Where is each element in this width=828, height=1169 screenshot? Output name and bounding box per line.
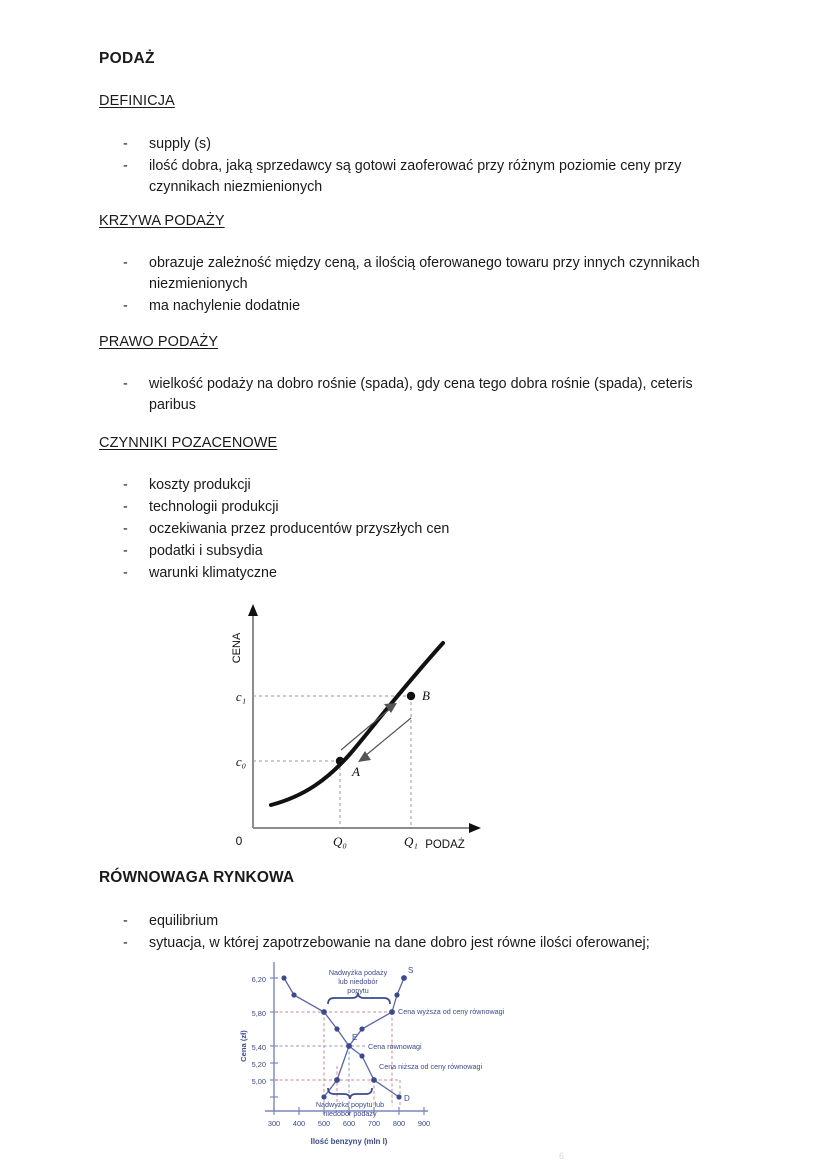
- bullet-marker: -: [123, 913, 128, 929]
- chart2-x-tick-700: 700: [367, 1119, 381, 1128]
- chart2-annotation-surplus-supply-line3: popytu: [347, 986, 369, 995]
- list-item: [99, 519, 735, 540]
- market-equilibrium-figure: [232, 956, 532, 1156]
- x-axis-arrow-icon: [469, 823, 481, 833]
- list-item: [99, 933, 735, 954]
- list-item: [99, 563, 735, 584]
- chart2-annotation-price-above: Cena wyższa od ceny równowagi: [398, 1007, 505, 1016]
- chart2-annotation-surplus-supply-line2: lub niedobór: [338, 977, 378, 986]
- list-item: [99, 134, 735, 155]
- list-item-text: podatki i subsydia: [149, 543, 263, 559]
- list-item-text: sytuacja, w której zapotrzebowanie na dane dobro jest równe ilości oferowanej;: [149, 935, 650, 951]
- bullet-list-krzywa-podazy: [99, 253, 735, 318]
- chart2-demand-markers: [281, 975, 401, 1099]
- list-item-text: technologii produkcji: [149, 499, 279, 515]
- list-item-text: wielkość podaży na dobro rośnie (spada), gdy cena tego dobra rośnie (spada), ceteris paribus: [149, 376, 693, 413]
- chart2-y-axis-label: Cena (zł): [239, 1030, 248, 1062]
- chart2-annotation-price-equilibrium: Cena równowagi: [368, 1042, 422, 1051]
- chart2-series-label-s: S: [408, 966, 414, 975]
- list-item: [99, 497, 735, 518]
- chart2-brace-lower-icon: [328, 1088, 372, 1099]
- chart1-origin-label: 0: [235, 834, 243, 848]
- chart2-x-tick-600: 600: [342, 1119, 356, 1128]
- section-heading-czynniki-pozacenowe: CZYNNIKI POZACENOWE: [99, 435, 278, 451]
- chart2-demand-line: [284, 978, 399, 1097]
- list-item-text: ma nachylenie dodatnie: [149, 298, 301, 314]
- page-number: 6: [558, 1151, 564, 1161]
- chart1-point-label-a: A: [352, 764, 360, 779]
- chart2-annotation-surplus-demand-line1: Nadwyżka popytu lub: [315, 1100, 385, 1109]
- bullet-marker: -: [123, 521, 128, 537]
- chart2-annotation-price-below: Cena niższa od ceny równowagi: [379, 1062, 483, 1071]
- chart2-annotation-surplus-demand-line2: niedobór podaży: [323, 1109, 377, 1118]
- chart2-guides: [274, 1012, 400, 1106]
- list-item-text: warunki klimatyczne: [149, 565, 277, 581]
- list-item-text: equilibrium: [149, 913, 219, 929]
- page-title: PODAŻ: [99, 50, 155, 67]
- bullet-marker: -: [123, 376, 128, 392]
- bullet-marker: -: [123, 565, 128, 581]
- bullet-marker: -: [123, 477, 128, 493]
- bullet-list-prawo-podazy: [99, 374, 735, 417]
- bullet-list-definicja: [99, 134, 735, 199]
- chart2-x-axis-label: Ilość benzyny (mln l): [310, 1137, 388, 1146]
- y-axis-arrow-icon: [248, 604, 258, 616]
- section-heading-prawo-podazy: PRAWO PODAŻY: [99, 334, 219, 350]
- chart1-y-tick-c0: c₀: [235, 754, 247, 769]
- list-item-text: koszty produkcji: [149, 477, 251, 493]
- chart1-x-tick-q0: Q₀: [333, 834, 347, 849]
- list-item: [99, 253, 735, 295]
- list-item-text: oczekiwania przez producentów przyszłych cen: [149, 521, 450, 537]
- bullet-list-rownowaga-rynkowa: [99, 911, 735, 955]
- list-item: [99, 911, 735, 932]
- bullet-marker: -: [123, 255, 128, 271]
- arrow-up-line: [341, 708, 391, 750]
- chart2-x-tick-500: 500: [317, 1119, 331, 1128]
- bullet-marker: -: [123, 543, 128, 559]
- chart2-series-label-d: D: [404, 1094, 410, 1103]
- chart2-x-tick-900: 900: [417, 1119, 431, 1128]
- chart2-x-tick-800: 800: [392, 1119, 406, 1128]
- section-heading-definicja: DEFINICJA: [99, 93, 175, 109]
- chart2-y-tick-580: 5,80: [251, 1009, 266, 1018]
- chart1-point-label-b: B: [422, 688, 430, 703]
- chart2-equilibrium-label: E: [352, 1033, 358, 1042]
- list-item-text: ilość dobra, jaką sprzedawcy są gotowi zaoferować przy różnym poziomie ceny przy czynnikach niezmienionych: [149, 158, 682, 195]
- chart2-y-tick-540: 5,40: [251, 1043, 266, 1052]
- list-item: [99, 296, 735, 317]
- section-heading-rownowaga-rynkowa: RÓWNOWAGA RYNKOWA: [99, 869, 295, 886]
- chart1-x-axis-label: PODAŻ: [425, 839, 465, 851]
- list-item: [99, 541, 735, 562]
- chart2-x-tick-400: 400: [292, 1119, 306, 1128]
- bullet-marker: -: [123, 136, 128, 152]
- bullet-marker: -: [123, 935, 128, 951]
- chart2-y-tick-520: 5,20: [251, 1060, 266, 1069]
- bullet-list-czynniki-pozacenowe: [99, 475, 735, 585]
- chart2-y-tick-620: 6,20: [251, 975, 266, 984]
- list-item-text: supply (s): [149, 136, 211, 152]
- bullet-marker: -: [123, 298, 128, 314]
- list-item: [99, 475, 735, 496]
- bullet-marker: -: [123, 499, 128, 515]
- chart2-annotation-surplus-supply-line1: Nadwyżka podaży: [328, 968, 388, 977]
- list-item: [99, 374, 735, 416]
- point-b-marker: [407, 692, 415, 700]
- supply-curve-figure: [213, 596, 513, 858]
- bullet-marker: -: [123, 158, 128, 174]
- chart1-y-tick-c1: c₁: [235, 689, 247, 704]
- point-a-marker: [336, 757, 344, 765]
- chart1-y-axis-label: CENA: [231, 632, 243, 664]
- list-item: [99, 156, 735, 198]
- supply-curve-line: [271, 643, 443, 805]
- chart2-x-tick-300: 300: [267, 1119, 281, 1128]
- section-heading-krzywa-podazy: KRZYWA PODAŻY: [99, 213, 225, 229]
- list-item-text: obrazuje zależność między ceną, a ilością oferowanego towaru przy innych czynnikach niezmienionych: [149, 255, 700, 292]
- chart1-x-tick-q1: Q₁: [404, 834, 418, 849]
- chart2-y-tick-500: 5,00: [251, 1077, 266, 1086]
